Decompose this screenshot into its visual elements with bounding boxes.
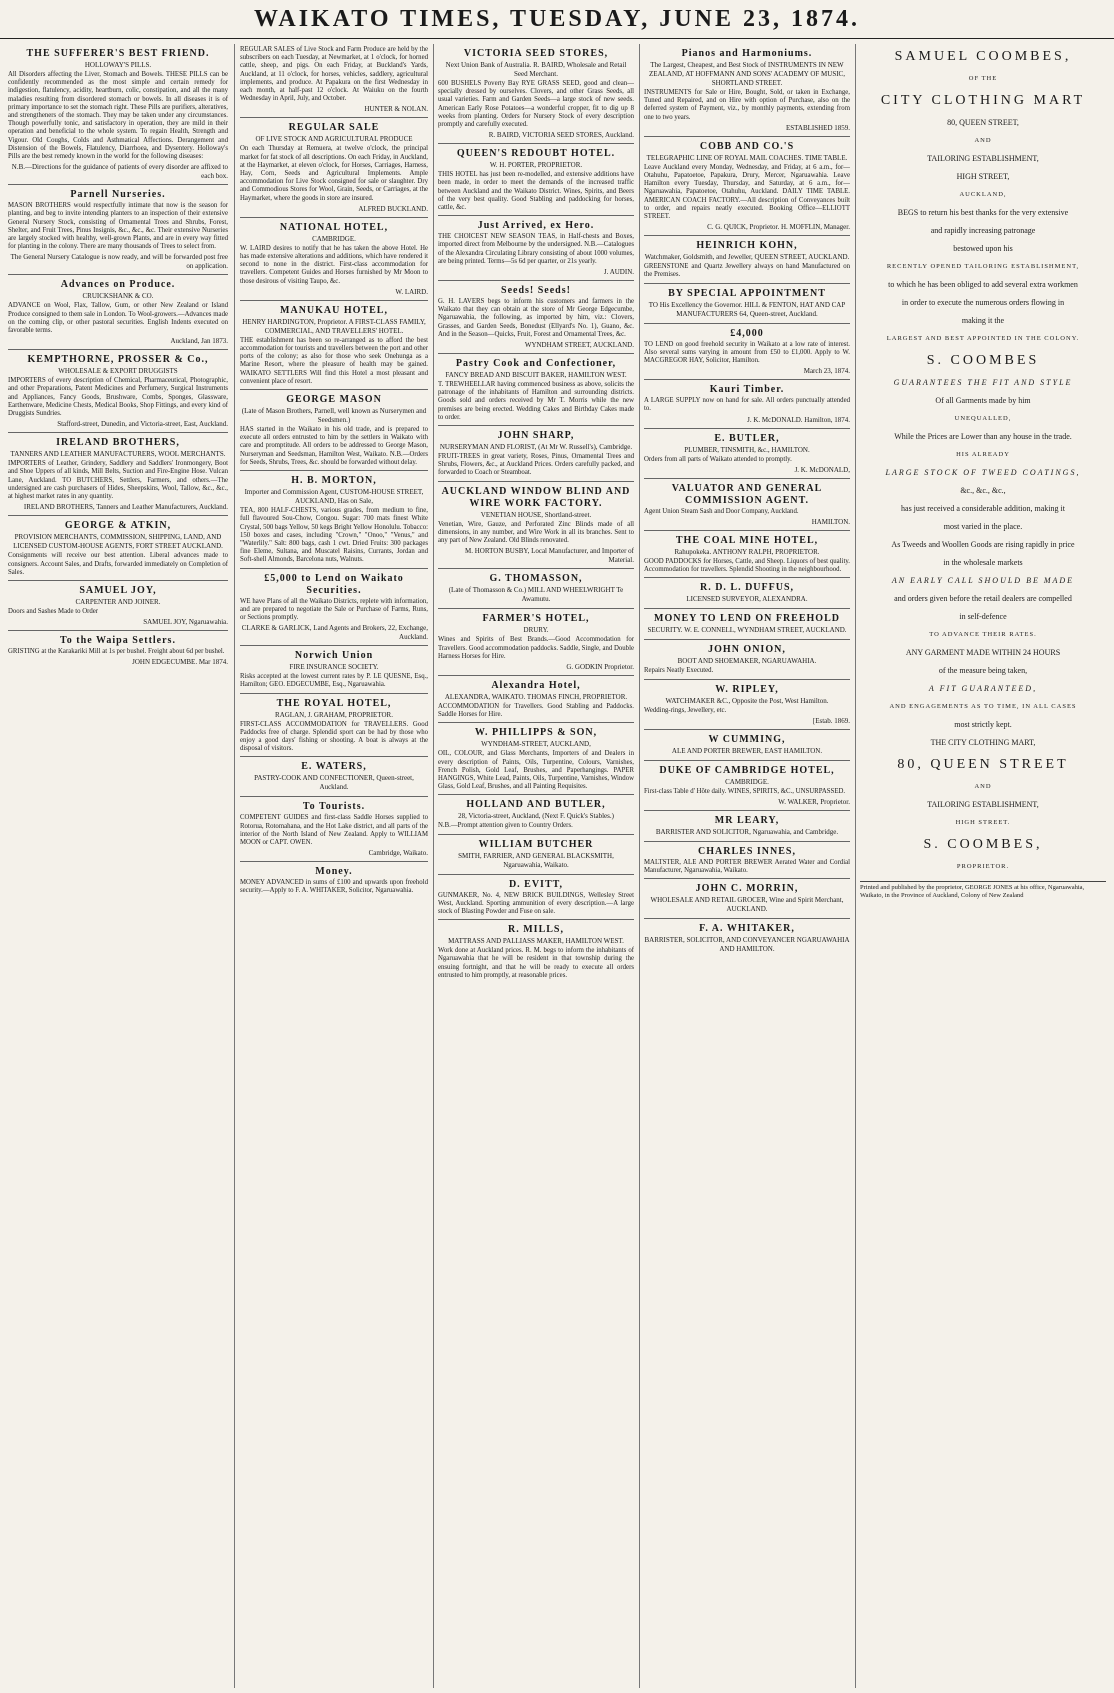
ad-signature: M. HORTON BUSBY, Local Manufacturer, and Importer of Material. <box>465 547 634 565</box>
advertisement <box>240 44 428 118</box>
ad-body: On each Thursday at Remuera, at twelve o'clock, the principal market for fat stock of all descriptions. On each Friday, in Auckland, at the Haymarket, at eleven o'clock, for Horses, Carriages, Harness, Hay, Corn, Seeds and Agricultural Implements. Ample accommodation for Live Stock consigned for sale or slaughter. Dry and Commodious Stores for Wool, Grain, Seeds, or Carriages, at the Haymarket, where the goods in store are insured. <box>240 145 428 202</box>
ad-title: W. RIPLEY, <box>715 683 779 695</box>
advertisement <box>644 324 850 381</box>
ad-title: W CUMMING, <box>708 733 786 745</box>
display-italic-line: AN EARLY CALL SHOULD BE MADE <box>891 576 1075 585</box>
ad-subtitle: BARRISTER AND SOLICITOR, Ngaruawahia, and Cambridge. <box>655 828 839 837</box>
masthead-title: WAIKATO TIMES, TUESDAY, JUNE 23, 1874. <box>0 6 1114 39</box>
advertisement <box>438 723 634 795</box>
column-5 <box>860 44 1106 1688</box>
advertisement <box>644 137 850 236</box>
ad-title: BY SPECIAL APPOINTMENT <box>668 287 826 299</box>
ad-subtitle: BARRISTER, SOLICITOR, AND CONVEYANCER NGARUAWAHIA AND HAMILTON. <box>644 936 850 954</box>
ad-subtitle: Next Union Bank of Australia. R. BAIRD, Wholesale and Retail Seed Merchant. <box>445 61 627 78</box>
ad-title: MANUKAU HOTEL, <box>280 304 388 316</box>
display-heading: S. COOMBES <box>926 353 1040 368</box>
advertisement <box>644 730 850 761</box>
ad-subtitle: W. H. PORTER, PROPRIETOR. <box>489 161 583 170</box>
advertisement <box>438 44 634 144</box>
display-line: HIGH STREET, <box>956 172 1010 181</box>
ad-title: GEORGE MASON <box>286 394 382 406</box>
ad-title: R. D. L. DUFFUS, <box>699 582 795 594</box>
ad-title: WILLIAM BUTCHER <box>478 838 594 850</box>
ad-subtitle: CAMBRIDGE. <box>312 234 356 243</box>
ad-title: £4,000 <box>730 327 764 339</box>
ad-signature: SAMUEL JOY, Ngaruawahia. <box>143 618 228 627</box>
ad-body: Doors and Sashes Made to Order <box>8 607 99 615</box>
ad-subtitle: SMITH, FARRIER, AND GENERAL BLACKSMITH, Ngaruawahia, Waikato. <box>458 851 614 869</box>
ad-signature: J. K. McDONALD. Hamilton, 1874. <box>747 415 850 424</box>
ad-body: 600 BUSHELS Poverty Bay RYE GRASS SEED, good and clean—specially dressed by ourselves. Clovers, and other Grass Seeds, all usual varieties. Farm and Garden Seeds—a large stock of new seeds. American Early Rose Potatoes—a wonderful cropper, fit to dig up 8 weeks from planting. Orders for Nursery Stock of every description promptly and carefully executed. <box>438 80 634 129</box>
ad-title: KEMPTHORNE, PROSSER & Co., <box>27 354 209 366</box>
ad-title: JOHN SHARP, <box>497 430 575 442</box>
advertisement <box>240 301 428 390</box>
ad-title: VALUATOR AND GENERAL COMMISSION AGENT. <box>671 482 823 506</box>
ad-body: FIRST-CLASS ACCOMMODATION for TRAVELLERS. Good Paddocks free of charge. Splendid sport can be had by those who enjoy a good days' fishing or shooting. A boat is always at the disposal of visitors. <box>240 720 428 753</box>
advertisement <box>438 795 634 834</box>
ad-body: THE CHOICEST NEW SEASON TEAS, in Half-chests and Boxes, imported direct from Melbourne by the undersigned. N.B.—Catalogues of the Alexandra Circulating Library consisting of about 1000 volumes, are being printed. Terms—5s 6d per quarter, or 21s yearly. <box>438 233 634 265</box>
advertisement <box>644 380 850 428</box>
ad-title: E. WATERS, <box>301 761 367 773</box>
ad-title: QUEEN'S REDOUBT HOTEL. <box>456 148 616 160</box>
ad-signature: C. G. QUICK, Proprietor. H. MOFFLIN, Manager. <box>707 223 850 232</box>
ad-body: W. LAIRD desires to notify that he has taken the above Hotel. He has made extensive alterations and additions, which have rendered it second to none in the district. First-class accommodation for travellers. Competent Guides and Horses furnished by Mr Moon to those desirous of visiting Taupo, &c. <box>240 244 428 285</box>
advertisement <box>240 797 428 862</box>
ad-subtitle: 28, Victoria-street, Auckland, (Next F. Quick's Stables.) <box>458 812 614 821</box>
display-small-caps: HIGH STREET. <box>955 819 1011 826</box>
advertisement <box>240 471 428 568</box>
ad-signature: ESTABLISHED 1859. <box>786 123 850 132</box>
display-line: most strictly kept. <box>954 720 1012 729</box>
ad-signature: Stafford-street, Dunedin, and Victoria-street, East, Auckland. <box>57 420 228 429</box>
ad-signature: N.B.—Directions for the guidance of patients of every disorder are affixed to each box. <box>11 163 228 181</box>
ad-title: Money. <box>315 866 353 878</box>
ad-body: Consignments will receive our best attention. Liberal advances made to consigners. Account Sales, and Drafts, forwarded immediately on Completion of Sales. <box>8 552 228 576</box>
ad-body: OIL, COLOUR, and Glass Merchants, Importers of and Dealers in every description of Paints, Oils, Turpentine, Colours, Varnishes, French Polish, Gold Leaf, Brushes, and Paperhangings. PAPER HANGINGS, White Lead, Paints, Oils, Turpentine, Varnishes, Window Glass, Gold Leaf, Brushes, and all Painting Requisites. <box>438 750 634 791</box>
ad-subtitle: WATCHMAKER &C., Opposite the Post, West Hamilton. <box>665 696 829 705</box>
advertisement <box>438 569 634 609</box>
display-line: making it the <box>961 316 1005 325</box>
ad-signature: March 23, 1874. <box>803 367 850 376</box>
ad-subtitle: ALEXANDRA, WAIKATO. THOMAS FINCH, PROPRIETOR. <box>444 692 628 701</box>
ad-subtitle: BOOT AND SHOEMAKER, NGARUAWAHIA. <box>677 657 817 666</box>
ad-body: Wedding-rings, Jewellery, etc. <box>644 706 727 714</box>
advertisement <box>644 284 850 324</box>
display-line: While the Prices are Lower than any house in the trade. <box>894 432 1072 441</box>
ad-body: Agent Union Steam Sash and Door Company, Auckland. <box>644 507 799 515</box>
ad-title: G. THOMASSON, <box>489 573 583 585</box>
display-small-caps: RECENTLY OPENED TAILORING ESTABLISHMENT, <box>886 263 1080 270</box>
ad-body: GREENSTONE and Quartz Jewellery always on hand Manufactured on the Premises. <box>644 263 850 279</box>
printer-imprint: Printed and published by the proprietor, GEORGE JONES at his office, Ngaruawahia, Waikato, in the Province of Auckland, Colony of New Zealand <box>860 881 1106 900</box>
ad-title: JOHN C. MORRIN, <box>695 883 799 895</box>
ad-signature: IRELAND BROTHERS, Tanners and Leather Manufacturers, Auckland. <box>23 503 228 512</box>
display-small-caps: AUCKLAND, <box>959 191 1007 198</box>
display-italic-line: A FIT GUARANTEED, <box>928 684 1038 693</box>
advertisement <box>240 569 428 647</box>
ad-signature: Auckland, Jan 1873. <box>170 337 228 346</box>
ad-subtitle: WHOLESALE AND RETAIL GROCER, Wine and Spirit Merchant, AUCKLAND. <box>650 896 844 914</box>
ad-signature: CLARKE & GARLICK, Land Agents and Brokers, 22, Exchange, Auckland. <box>241 624 428 642</box>
ad-title: CHARLES INNES, <box>698 846 796 858</box>
ad-signature: Cambridge, Waikato. <box>368 849 428 858</box>
ad-subtitle: ALE AND PORTER BREWER, EAST HAMILTON. <box>671 746 823 755</box>
ad-title: Just Arrived, ex Hero. <box>477 220 595 232</box>
display-line: &c., &c., &c., <box>960 486 1006 495</box>
display-italic-line: GUARANTEES THE FIT AND STYLE <box>893 378 1073 387</box>
ad-subtitle: FANCY BREAD AND BISCUIT BAKER, HAMILTON WEST. <box>445 371 627 380</box>
advertisement <box>644 44 850 137</box>
ad-subtitle: HOLLOWAY'S PILLS. <box>84 61 152 69</box>
ad-subtitle: SECURITY. W. E. CONNELL, WYNDHAM STREET, AUCKLAND. <box>647 626 847 635</box>
ad-subtitle: TANNERS AND LEATHER MANUFACTURERS, WOOL MERCHANTS. <box>10 450 226 459</box>
advertisement <box>644 919 850 958</box>
advertisement <box>240 757 428 797</box>
advertisement <box>644 879 850 919</box>
ad-subtitle: CAMBRIDGE. <box>725 777 769 786</box>
ad-subtitle: LICENSED SURVEYOR, ALEXANDRA. <box>686 595 808 604</box>
ad-subtitle: FIRE INSURANCE SOCIETY. <box>289 663 379 672</box>
ad-body: Wines and Spirits of Best Brands.—Good Accommodation for Travellers. Good accommodation paddocks. Saddle, Single, and Double Harness Horses for Hire. <box>438 636 634 660</box>
ad-body: THE establishment has been so re-arranged as to afford the best accommodation for tourists and travellers between the port and other ports of the colony; as also for those who seek Onehunga as a Marine Resort, where the pleasure of health may be gained. WAIKATO SETTLERS Will find this Hotel a most pleasant and convenient place of resort. <box>240 336 428 385</box>
ad-body: Work done at Auckland prices. R. M. begs to inform the inhabitants of Ngaruawahia that he will be resident in that township during the ensuing fortnight, and that he will be ready to execute all orders entrusted to him promptly, at reasonable prices. <box>438 947 634 979</box>
column-1 <box>8 44 228 1688</box>
display-small-caps: AND ENGAGEMENTS AS TO TIME, IN ALL CASES <box>889 703 1077 710</box>
ad-body: GRISTING at the Karakariki Mill at 1s per bushel. Freight about 6d per bushel. <box>8 648 225 656</box>
ad-signature: HAMILTON. <box>811 518 850 527</box>
ad-subtitle: TO His Excellency the Governor. HILL & FENTON, HAT AND CAP MANUFACTURERS 64, Queen-street, Auckland. <box>648 300 846 318</box>
ad-signature: G. GODKIN Proprietor. <box>566 662 634 671</box>
display-small-caps: UNEQUALLED, <box>954 415 1012 422</box>
ad-title: FARMER'S HOTEL, <box>482 613 590 625</box>
display-line: to which he has been obliged to add several extra workmen <box>888 280 1078 289</box>
ad-subtitle: PROVISION MERCHANTS, COMMISSION, SHIPPING, LAND, AND LICENSED CUSTOM-HOUSE AGENTS, FORT STREET AUCKLAND. <box>13 533 223 551</box>
advertisement <box>240 694 428 758</box>
ad-title: H. B. MORTON, <box>291 475 377 487</box>
advertisement <box>644 640 850 679</box>
ad-body: Leave Auckland every Monday, Wednesday, and Friday, at 6 a.m., for— Otahuhu, Papatoetoe, Papakura, Drury, Mercer, Ngaruawahia. Leave Hamilton every Tuesday, Thursday, and Saturday, at 6 a.m., for— Ngaruawahia, Papatoetoe, Otahuhu, Auckland. DAILY TIME TABLE. AMERICAN COACH FACTORY.—All description of Conveyances built to order, and repairs neatly executed. Booking Office—ELLIOTT STREET. <box>644 163 850 221</box>
advertisement <box>644 479 850 531</box>
ad-signature: The General Nursery Catalogue is now ready, and will be forwarded post free on application. <box>10 253 228 271</box>
ad-title: Parnell Nurseries. <box>70 189 166 201</box>
display-line: TAILORING ESTABLISHMENT, <box>927 800 1039 809</box>
advertisement <box>644 680 850 730</box>
ad-subtitle: NURSERYMAN AND FLORIST, (At Mr W. Russell's), Cambridge. <box>439 443 633 452</box>
ad-title: E. BUTLER, <box>714 432 780 444</box>
advertisement <box>438 676 634 723</box>
ad-body: A LARGE SUPPLY now on hand for sale. All orders punctually attended to. <box>644 397 850 413</box>
ad-body: N.B.—Prompt attention given to Country Orders. <box>438 822 573 830</box>
ad-body: THIS HOTEL has just been re-modelled, and extensive additions have been made, in order to meet the demands of the increased traffic between Auckland and the Waikato District. Wines, Spirits, and Beers of the very best quality. Good Stabling and paddocking for horses, cattle, &c. <box>438 171 634 212</box>
ad-title: Alexandra Hotel, <box>491 679 581 691</box>
advertisement <box>8 185 228 275</box>
display-small-caps: AND <box>974 783 992 790</box>
advertisement <box>644 429 850 479</box>
advertisement <box>240 218 428 301</box>
ad-signature: W. WALKER, Proprietor. <box>778 798 850 807</box>
ad-title: D. EVITT, <box>508 878 564 890</box>
display-line: 80, QUEEN STREET, <box>947 118 1019 127</box>
advertisement <box>8 350 228 433</box>
ad-subtitle: WYNDHAM-STREET, AUCKLAND, <box>481 740 591 749</box>
ad-title: IRELAND BROTHERS, <box>56 437 180 449</box>
display-line: and rapidly increasing patronage <box>930 226 1036 235</box>
advertisement <box>8 581 228 631</box>
advertisement <box>438 875 634 921</box>
ad-body: IMPORTERS of every description of Chemical, Pharmaceutical, Photographic, and other Preparations, Patent Medicines and Perfumery, Surgical Instruments and Appliances, Fancy Goods, Brushware, Combs, Sponges, Glassware, Earthenware, Medicine Chests, Medical Books, Shop Fittings, and every kind of Druggists Sundries. <box>8 377 228 418</box>
display-small-caps: AND <box>974 137 992 144</box>
ad-signature: R. BAIRD, VICTORIA SEED STORES, Auckland. <box>488 131 634 140</box>
ad-subtitle: DRURY. <box>523 626 549 635</box>
ad-subtitle: CRUICKSHANK & CO. <box>82 292 154 301</box>
ad-body: Risks accepted at the lowest current rates by P. LE QUESNE, Esq., Hamilton; GEO. EDGECUMBE, Esq., Ngaruawahia. <box>240 673 428 689</box>
ad-title: £5,000 to Lend on Waikato Securities. <box>264 572 404 596</box>
display-line: ANY GARMENT MADE WITHIN 24 HOURS <box>905 648 1061 657</box>
display-line: TAILORING ESTABLISHMENT, <box>927 154 1039 163</box>
ad-title: MR LEARY, <box>714 815 780 827</box>
ad-body: TO LEND on good freehold security in Waikato at a low rate of interest. Also several sums varying in amount from £50 to £1,000. Apply to W. MACGREGOR HAY, Solicitor, Hamilton. <box>644 340 850 365</box>
ad-title: R. MILLS, <box>508 924 564 936</box>
ad-subtitle: (Late of Mason Brothers, Parnell, well known as Nurserymen and Seedsmen.) <box>241 407 427 425</box>
display-italic-line: LARGE STOCK OF TWEED COATINGS, <box>885 468 1081 477</box>
column-4 <box>644 44 850 1688</box>
ad-title: Norwich Union <box>294 650 374 662</box>
display-small-caps: OF THE <box>968 75 998 82</box>
advertisement <box>240 390 428 471</box>
advertisement <box>644 578 850 609</box>
ad-title: Pastry Cook and Confectioner, <box>455 358 617 370</box>
ad-subtitle: Rahupokeka. ANTHONY RALPH, PROPRIETOR. <box>674 548 820 557</box>
ad-title: GEORGE & ATKIN, <box>64 520 172 532</box>
advertisement <box>8 631 228 670</box>
ad-subtitle: RAGLAN, J. GRAHAM, PROPRIETOR. <box>275 710 393 719</box>
ad-body: ACCOMMODATION for Travellers. Good Stabling and Paddocks. Saddle Horses for Hire. <box>438 702 634 719</box>
advertisement <box>644 811 850 842</box>
ad-body: COMPETENT GUIDES and first-class Saddle Horses supplied to Rotorua, Rotomahana, and the Hot Lake district, and all parts of the interior of the North Island of New Zealand. Apply to WILLIAM MOON or CAPT. OWEN. <box>240 814 428 846</box>
display-line: has just received a considerable addition, making it <box>901 504 1065 513</box>
advertisement <box>438 835 634 875</box>
ad-body: MALTSTER, ALE AND PORTER BREWER Aerated Water and Cordial Manufacturer, Ngaruawahia, Waikato. <box>644 859 850 875</box>
display-line: and orders given before the retail dealers are compelled <box>894 594 1072 603</box>
ad-body: IMPORTERS of Leather, Grindery, Saddlery and Saddlers' Ironmongery, Boot and Shoe Uppers of all kinds, Mill Belts, Suction and Fire-Engine Hose. Vulcan Lane, Auckland. TO BUTCHERS, Settlers, Farmers, and others.—The undersigned are cash purchasers of Hides, Sheepskins, Wool, Tallow, &c., &c., at highest market rates in any quantity. <box>8 460 228 501</box>
ad-title: REGULAR SALE <box>288 122 380 134</box>
advertisement <box>644 609 850 640</box>
ad-subtitle: WHOLESALE & EXPORT DRUGGISTS <box>58 367 178 376</box>
ad-signature: ALFRED BUCKLAND. <box>358 204 428 213</box>
ad-body: All Disorders affecting the Liver, Stomach and Bowels. THESE PILLS can be confidently recommended as the most simple and certain remedy for indigestion, flatulency, acidity, heartburn, colic, constipation, and all the many maladies resulting from disordered stomach or bowels. In all diseases it is of primary importance to set the stomach right. These Pills are purifiers, alteratives, and strengtheners of the stomach. They may be taken under any circumstances. Though powerfully tonic, and satisfactory in operation, they are mild in their operation and beneficial to the whole system. To regain Health, Strength and Vigour. Old Coughs, Colds and Asthmatical Affections. Derangement and Distension of the Bowels, Flatulency, Diarrhoea, and Dysentery. Holloway's Pills are the best remedy known in the world for the following diseases: <box>8 71 228 161</box>
ad-subtitle: OF LIVE STOCK AND AGRICULTURAL PRODUCE <box>255 135 413 144</box>
display-line: in order to execute the numerous orders flowing in <box>901 298 1065 307</box>
ad-title: To the Waipa Settlers. <box>60 635 176 647</box>
display-line: bestowed upon his <box>953 244 1013 253</box>
display-heading: CITY CLOTHING MART <box>880 93 1086 108</box>
advertisement <box>644 236 850 283</box>
ad-body: Venetian, Wire, Gauze, and Perforated Zinc Blinds made of all dimensions, in any number, and Wire Work in all its branches. Sent to any part of New Zealand. Old Blinds renovated. <box>438 520 634 545</box>
display-line: Of all Garments made by him <box>935 396 1031 405</box>
column-rule <box>234 44 235 1688</box>
advertisement <box>644 761 850 811</box>
advertisement <box>240 646 428 693</box>
ad-title: F. A. WHITAKER, <box>699 923 795 935</box>
ad-subtitle: VENETIAN HOUSE, Shortland-street. <box>480 510 592 519</box>
ad-signature: JOHN EDGECUMBE. Mar 1874. <box>132 658 228 667</box>
ad-body: TEA, 800 HALF-CHESTS, various grades, from medium to fine, full flavoured Sou-Chow, Congou. Sugar: 700 mats finest White Crystal, 500 bags Yellow, 50 kegs Bright Yellow Honolulu. Tobacco: 150 boxes and cases, including "Crown," "Onoo," "Venus," and "Waterlily." Salt: 800 bags, cash 1 cwt. Dried Fruits: 300 packages fine Eleme, Sultana, and Muscatel Raisins, Currants, Jordan and Soft-shell Almonds, Barcelona nuts, Walnuts. <box>240 507 428 564</box>
column-3 <box>438 44 634 1688</box>
ad-title: Advances on Produce. <box>60 279 176 291</box>
ad-title: To Tourists. <box>302 801 366 813</box>
display-small-caps: PROPRIETOR. <box>956 863 1010 870</box>
display-line: in the wholesale markets <box>943 558 1023 567</box>
advertisement <box>438 144 634 216</box>
display-line: THE CITY CLOTHING MART, <box>930 738 1036 747</box>
display-heading: S. COOMBES, <box>923 837 1043 852</box>
ad-body: INSTRUMENTS for Sale or Hire, Bought, Sold, or taken in Exchange, Tuned and Repaired, and on Hire with option of Purchase, also on the deferred system of Payment, viz., by monthly payments, extending from one to two years. <box>644 89 850 121</box>
ad-title: MONEY TO LEND ON FREEHOLD <box>654 613 840 625</box>
ad-title: NATIONAL HOTEL, <box>279 221 389 233</box>
display-small-caps: HIS ALREADY <box>956 451 1010 458</box>
display-line: of the measure being taken, <box>938 666 1028 675</box>
ad-title: VICTORIA SEED STORES, <box>463 48 609 59</box>
ad-title: W. PHILLIPPS & SON, <box>474 727 598 739</box>
display-line: As Tweeds and Woollen Goods are rising rapidly in price <box>891 540 1075 549</box>
advertisement <box>240 118 428 217</box>
ad-body: First-class Table d' Hôte daily. WINES, SPIRITS, &C., UNSURPASSED. <box>644 787 846 795</box>
ad-title: COBB AND CO.'S <box>699 140 795 152</box>
ad-body: GOOD PADDOCKS for Horses, Cattle, and Sheep. Liquors of best quality. Accommodation for travellers. Splendid Shooting in the neighbourhood. <box>644 558 850 574</box>
ad-title: SAMUEL JOY, <box>79 584 157 596</box>
ad-body: REGULAR SALES of Live Stock and Farm Produce are held by the subscribers on each Tuesday, at Newmarket, at 1 o'clock, for horned cattle, sheep, and pigs. On each Friday, at Buckland's Yards, Auckland, at 11 o'clock, for horses, vehicles, saddlery, agricultural implements, and produce. At Papakura on the first Wednesday in each month, at half-past 12 o'clock. At Waiuku on the fourth Wednesday in April, July, and October. <box>240 46 428 103</box>
ad-title: HOLLAND AND BUTLER, <box>466 799 606 811</box>
ad-body: T. TREWHEELLAR having commenced business as above, solicits the patronage of the inhabitants of Hamilton and surrounding districts. Goods sold and orders received by Mr T. Morris while the new premises are being erected. Wedding Cakes and Birthday Cakes made to order. <box>438 381 634 421</box>
ad-body: WE have Plans of all the Waikato Districts, replete with information, and are prepared to negotiate the Sale or Purchase of Farms, Runs, or Sections promptly. <box>240 597 428 621</box>
ad-body: Orders from all parts of Waikato attended to promptly. <box>644 455 792 463</box>
ad-title: THE COAL MINE HOTEL, <box>675 535 819 547</box>
display-line: in self-defence <box>959 612 1007 621</box>
ad-subtitle: Importer and Commission Agent, CUSTOM-HOUSE STREET, AUCKLAND, Has on Sale, <box>244 488 424 506</box>
ad-title: AUCKLAND WINDOW BLIND AND WIRE WORK FACTORY. <box>441 485 631 509</box>
ad-signature: [Estab. 1869. <box>812 716 850 725</box>
ad-title: THE ROYAL HOTEL, <box>276 697 392 709</box>
ad-title: Kauri Timber. <box>709 384 785 396</box>
ad-body: HAS started in the Waikato in his old trade, and is prepared to execute all orders entrusted to him by the settlers in Waikato with care and promptitude. All orders to be addressed to George Mason, Nurseryman and Seedsman, Hamilton West, Waikato. N.B.—Orders for Seeds, Shrubs, Trees, &c. should be forwarded without delay. <box>240 426 428 466</box>
advertisement <box>644 842 850 879</box>
display-heading: SAMUEL COOMBES, <box>894 49 1072 64</box>
ad-body: G. H. LAVERS begs to inform his customers and farmers in the Waikato that they can obtain at the store of Mr George Edgecumbe, Ngaruawahia, the following, as imported by him, viz.: Clovers, Grasses, and Garden Seeds, Bonedust (Ellyard's No. 1), Guano, &c. And in the Season—Quicks, Fruit, Forest and Ornamental Trees, &c. <box>438 298 634 338</box>
ad-signature: W. LAIRD. <box>395 287 428 296</box>
display-line: most varied in the place. <box>943 522 1023 531</box>
column-rule <box>639 44 640 1688</box>
ad-subtitle: CARPENTER AND JOINER. <box>75 597 161 606</box>
ad-subtitle: MATTRASS AND PALLIASS MAKER, HAMILTON WEST. <box>448 937 624 946</box>
display-small-caps: LARGEST AND BEST APPOINTED IN THE COLONY. <box>886 335 1080 342</box>
ad-signature: HUNTER & NOLAN. <box>364 105 428 114</box>
ad-body: Repairs Neatly Executed. <box>644 667 714 675</box>
ad-signature: J. AUDIN. <box>603 268 634 277</box>
ad-title: THE SUFFERER'S BEST FRIEND. <box>26 48 210 59</box>
advertisement <box>8 516 228 581</box>
ad-title: Seeds! Seeds! <box>501 285 571 297</box>
ad-body: MASON BROTHERS would respectfully intimate that now is the season for planting, and beg to invite intending planters to an inspection of their extensive General Nursery Stock, consisting of Ornamental Trees and Shrubs, Forest, Shelter, and Fruit Trees, Pinus Insignis, &c., &c., &c. Their extensive Nurseries are largely stocked with healthy, well-grown Plants, and are in every way fitted for planting in the colony. There are many thousands of Trees to select from. <box>8 202 228 251</box>
advertisement <box>438 216 634 281</box>
display-small-caps: TO ADVANCE THEIR RATES. <box>929 631 1037 638</box>
advertisement <box>438 482 634 570</box>
advertisement <box>240 862 428 898</box>
ad-subtitle: HENRY HARDINGTON, Proprietor. A FIRST-CLASS FAMILY, COMMERCIAL, AND TRAVELLERS' HOTEL. <box>242 317 426 335</box>
ad-body: MONEY ADVANCED in sums of £100 and upwards upon freehold security.—Apply to F. A. WHITAKER, Solicitor, Ngaruawahia. <box>240 879 428 895</box>
advertisement <box>644 531 850 578</box>
display-line: BEGS to return his best thanks for the very extensive <box>897 208 1069 217</box>
advertisement <box>8 433 228 516</box>
display-heading: 80, QUEEN STREET <box>897 757 1069 772</box>
ad-subtitle: TELEGRAPHIC LINE OF ROYAL MAIL COACHES. TIME TABLE. <box>646 153 848 162</box>
ad-title: DUKE OF CAMBRIDGE HOTEL, <box>659 764 835 776</box>
ad-signature: J. K. McDONALD, <box>794 465 850 474</box>
advertisement <box>438 609 634 676</box>
newspaper-columns <box>8 44 1106 1688</box>
ad-subtitle: PLUMBER, TINSMITH, &c., HAMILTON. <box>684 445 810 454</box>
advertisement <box>8 44 228 185</box>
column-2 <box>240 44 428 1688</box>
ad-title: JOHN ONION, <box>708 644 786 656</box>
ad-body: ADVANCE on Wool, Flax, Tallow, Gum, or other New Zealand or Island Produce consigned to them sale in London. To Wool-growers.—Advances made on the coming clip, or other pastoral securities. English Indents executed on favorable terms. <box>8 302 228 335</box>
ad-body: FRUIT-TREES in great variety, Roses, Pinus, Ornamental Trees and Shrubs, Flowers, &c., at Auckland Prices. Orders carefully packed, and forwarded to Coach or Steamboat. <box>438 453 634 477</box>
advertisement <box>438 354 634 426</box>
ad-signature: WYNDHAM STREET, AUCKLAND. <box>524 341 634 350</box>
advertisement <box>438 426 634 482</box>
advertisement <box>438 281 634 354</box>
advertisement <box>8 275 228 350</box>
ad-subtitle: The Largest, Cheapest, and Best Stock of INSTRUMENTS IN NEW ZEALAND, AT HOFFMANN AND SONS' ACADEMY OF MUSIC, SHORTLAND STREET. <box>649 61 845 87</box>
advertisement <box>438 920 634 983</box>
ad-subtitle: Watchmaker, Goldsmith, and Jeweller, QUEEN STREET, AUCKLAND. <box>644 253 850 262</box>
ad-body: GUNMAKER, No. 4, NEW BRICK BUILDINGS, Wellesley Street West, Auckland. Sporting ammunition of every description.—A large stock of Blasting Powder and Fuse on sale. <box>438 891 634 915</box>
column-rule <box>855 44 856 1688</box>
ad-subtitle: (Late of Thomasson & Co.) MILL AND WHEELWRIGHT Te Awamutu. <box>448 586 624 604</box>
ad-title: Pianos and Harmoniums. <box>681 48 813 59</box>
ad-subtitle: PASTRY-COOK AND CONFECTIONER, Queen-street, Auckland. <box>254 774 414 792</box>
ad-title: HEINRICH KOHN, <box>696 240 798 252</box>
column-rule <box>433 44 434 1688</box>
